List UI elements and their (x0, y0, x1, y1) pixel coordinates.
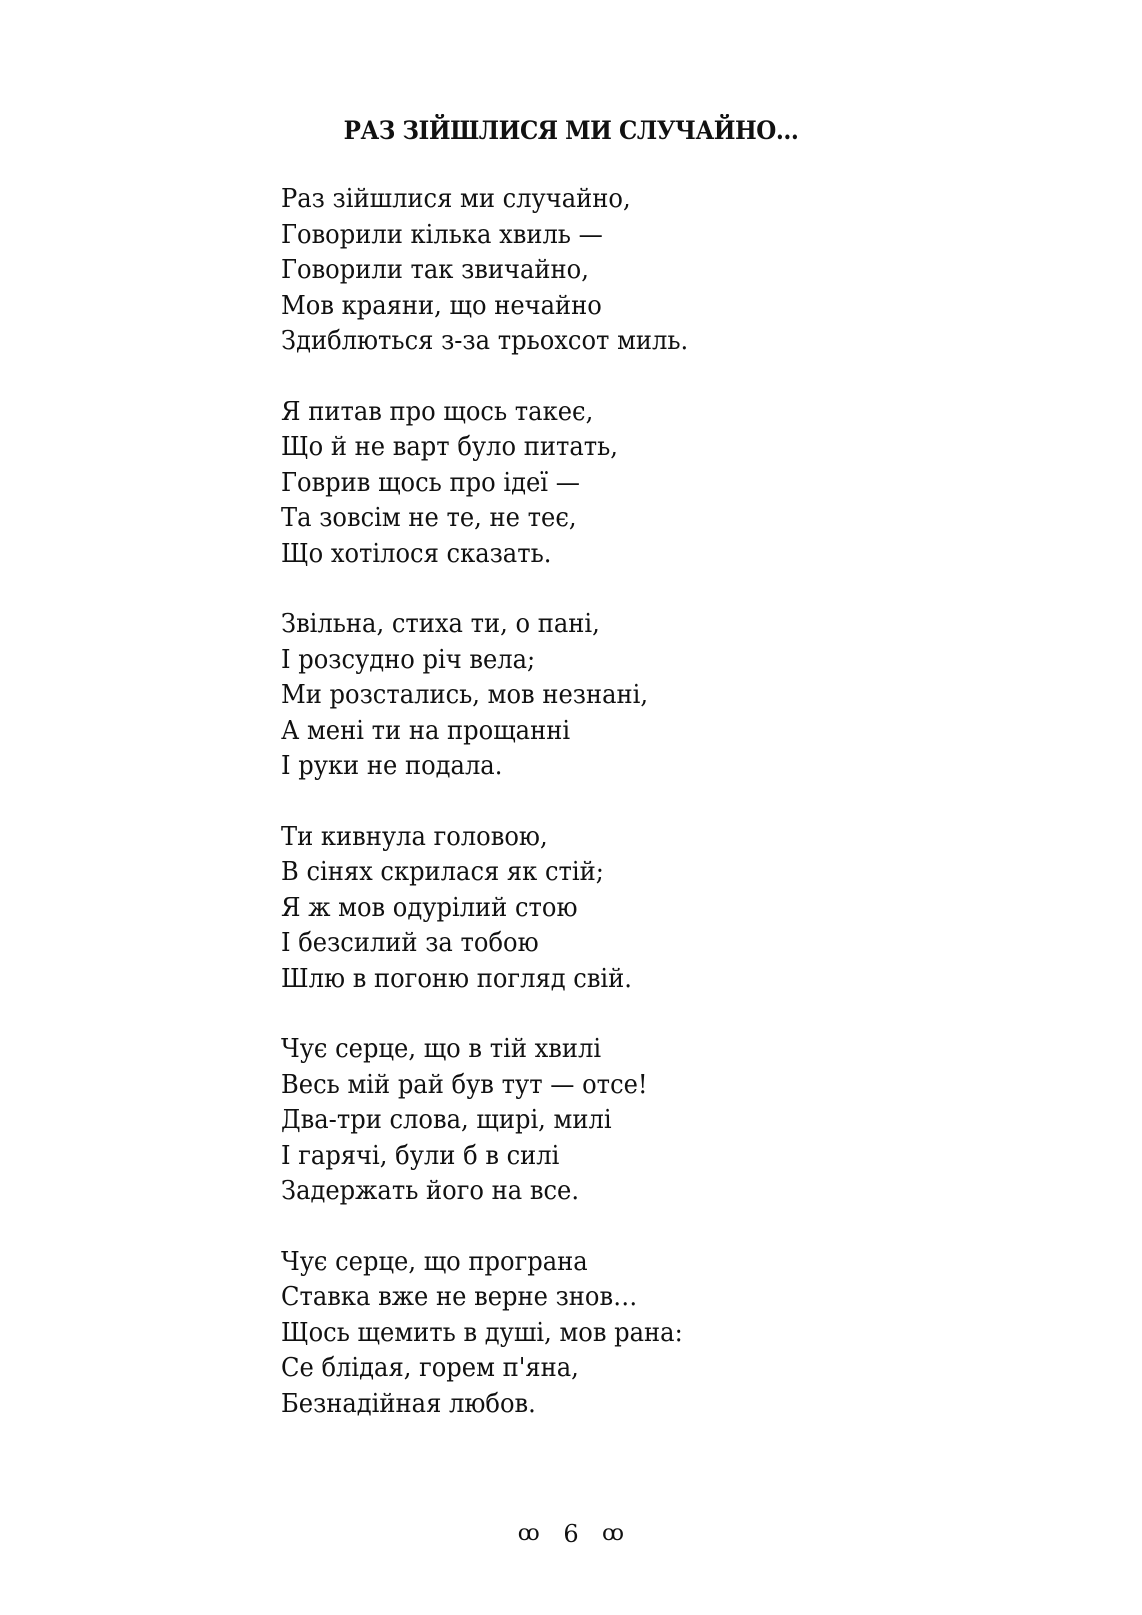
verse-line: А мені ти на прощанні (281, 715, 571, 746)
stanza-1 (281, 182, 1061, 360)
verse-line: Щось щемить в душі, мов рана: (281, 1317, 683, 1348)
stanza-3 (281, 607, 1061, 785)
verse-line: Ти кивнула головою, (281, 821, 548, 852)
stanza-6 (281, 1245, 1061, 1423)
verse-line: Я питав про щось такеє, (281, 396, 594, 427)
verse-line: Се блідая, горем п'яна, (281, 1353, 579, 1383)
verse-line: Весь мій рай був тут — отсе! (281, 1069, 648, 1100)
poem-body (281, 182, 1061, 1457)
verse-line: Звільна, стиха ти, о пані, (281, 609, 600, 639)
verse-line: І руки не подала. (281, 751, 503, 781)
verse-line: Мов краяни, що нечайно (281, 290, 602, 321)
verse-line: І безсилий за тобою (281, 928, 539, 958)
verse-line: В сінях скрилася як стій; (281, 857, 604, 887)
verse-line: Та зовсім не те, не теє, (281, 503, 577, 533)
ornament-left-icon: ꝏ (517, 1520, 540, 1546)
poem-title: РАЗ ЗІЙШЛИСЯ МИ СЛУЧАЙНО… (343, 116, 799, 145)
verse-line: І розсудно річ вела; (281, 644, 536, 675)
stanza-2 (281, 395, 1061, 573)
verse-line: Безнадійная любов. (281, 1388, 536, 1419)
verse-line: Говорили так звичайно, (281, 255, 589, 285)
verse-line: Задержать його на все. (281, 1176, 580, 1206)
stanza-5 (281, 1032, 1061, 1210)
verse-line: Чує серце, що в тій хвилі (281, 1034, 602, 1064)
verse-line: Раз зійшлися ми случайно, (281, 184, 631, 214)
verse-line: Ставка вже не верне знов… (281, 1282, 638, 1312)
ornament-right-icon: ꝏ (602, 1520, 625, 1546)
verse-line: Говрив щось про ідеї — (281, 467, 580, 498)
verse-line: Я ж мов одурілий стою (281, 892, 578, 923)
page-number: 6 (563, 1519, 579, 1548)
verse-line: Чує серце, що програна (281, 1246, 588, 1277)
verse-line: Що хотілося сказать. (281, 538, 552, 569)
page-footer (0, 1517, 1142, 1549)
verse-line: Говорили кілька хвиль — (281, 219, 603, 250)
verse-line: І гарячі, були б в силі (281, 1140, 560, 1171)
verse-line: Два-три слова, щирі, милі (281, 1105, 612, 1135)
verse-line: Шлю в погоню погляд свій. (281, 963, 632, 994)
verse-line: Здиблються з-за трьохсот миль. (281, 326, 689, 356)
verse-line: Ми розстались, мов незнані, (281, 680, 649, 710)
verse-line: Що й не варт було питать, (281, 432, 618, 462)
stanza-4 (281, 820, 1061, 998)
